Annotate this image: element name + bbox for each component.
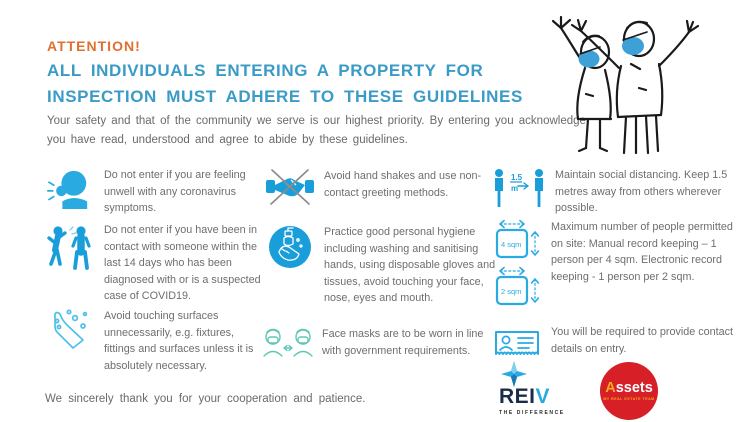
thank-you-text: We sincerely thank you for your cooperation and patience. <box>45 393 366 405</box>
four-sqm-label: 4 sqm <box>501 240 522 249</box>
two-sqm-label: 2 sqm <box>501 287 522 296</box>
max-people-icon <box>492 219 542 311</box>
intro-text <box>47 112 586 150</box>
reiv-tagline: THE DIFFERENCE <box>499 410 565 416</box>
contact-card-icon <box>492 324 542 362</box>
assets-logo <box>600 362 658 420</box>
reiv-logo <box>499 361 583 416</box>
assets-tagline: MY REAL ESTATE TEAM <box>603 397 655 401</box>
distance-unit-label: m <box>511 184 519 193</box>
guideline-text: Do not enter if you have been in contact with someone within the last 14 days who has been diagnosed with or is a suspected case of COVID19. <box>104 224 261 302</box>
guideline-no-handshake <box>265 168 506 206</box>
assets-wordmark: Assets <box>605 380 653 396</box>
hand-hygiene-icon <box>265 224 315 270</box>
page-title <box>47 58 523 110</box>
face-masks-icon <box>263 326 313 360</box>
masked-people-illustration <box>533 6 715 161</box>
reiv-star-icon <box>501 361 527 387</box>
guideline-contact-details <box>492 324 741 362</box>
coughing-person-icon <box>45 167 95 209</box>
page-title-line1: ALL INDIVIDUALS ENTERING A PROPERTY FOR <box>47 61 484 80</box>
guideline-feeling-unwell <box>45 167 266 217</box>
no-handshake-icon <box>265 168 315 206</box>
social-distance-icon <box>492 167 546 213</box>
intro-text-line2: you have read, understood and agree to abide by these guidelines. <box>47 134 408 146</box>
guideline-avoid-touching <box>45 308 266 374</box>
page-title-line2: INSPECTION MUST ADHERE TO THESE GUIDELINES <box>47 87 523 106</box>
guideline-text: Face masks are to be worn in line with government requirements. <box>322 328 484 357</box>
close-contact-icon <box>45 222 95 274</box>
attention-heading: ATTENTION! <box>47 38 141 54</box>
guideline-max-people <box>492 219 741 311</box>
guideline-face-masks <box>263 326 504 360</box>
guideline-text: Do not enter if you are feeling unwell with any coronavirus symptoms. <box>104 169 246 214</box>
guideline-personal-hygiene <box>265 224 506 307</box>
guideline-text: Maintain social distancing. Keep 1.5 metres away from others wherever possible. <box>555 169 728 214</box>
guideline-social-distancing <box>492 167 745 217</box>
guideline-text: Avoid hand shakes and use non-contact greeting methods. <box>324 170 482 199</box>
distance-value-label: 1.5 <box>511 173 523 182</box>
guideline-text: You will be required to provide contact details on entry. <box>551 326 734 355</box>
intro-text-line1: Your safety and that of the community we serve is our highest priority. By entering you acknowledge <box>47 115 586 127</box>
reiv-wordmark: REIV <box>499 385 551 408</box>
guideline-text: Practice good personal hygiene including washing and sanitising hands, using disposable gloves and tissues, avoid touching your face, nose, eyes and mouth. <box>324 226 496 304</box>
guideline-text: Maximum number of people permitted on site: Manual record keeping – 1 person per 4 sqm. Electronic record keeping - 1 person per 2 sqm. <box>551 221 733 283</box>
touch-surface-icon <box>45 308 95 354</box>
guideline-text: Avoid touching surfaces unnecessarily, e.g. fixtures, fittings and surfaces unless it is absolutely necessary. <box>104 310 254 372</box>
guideline-close-contact <box>45 222 266 305</box>
